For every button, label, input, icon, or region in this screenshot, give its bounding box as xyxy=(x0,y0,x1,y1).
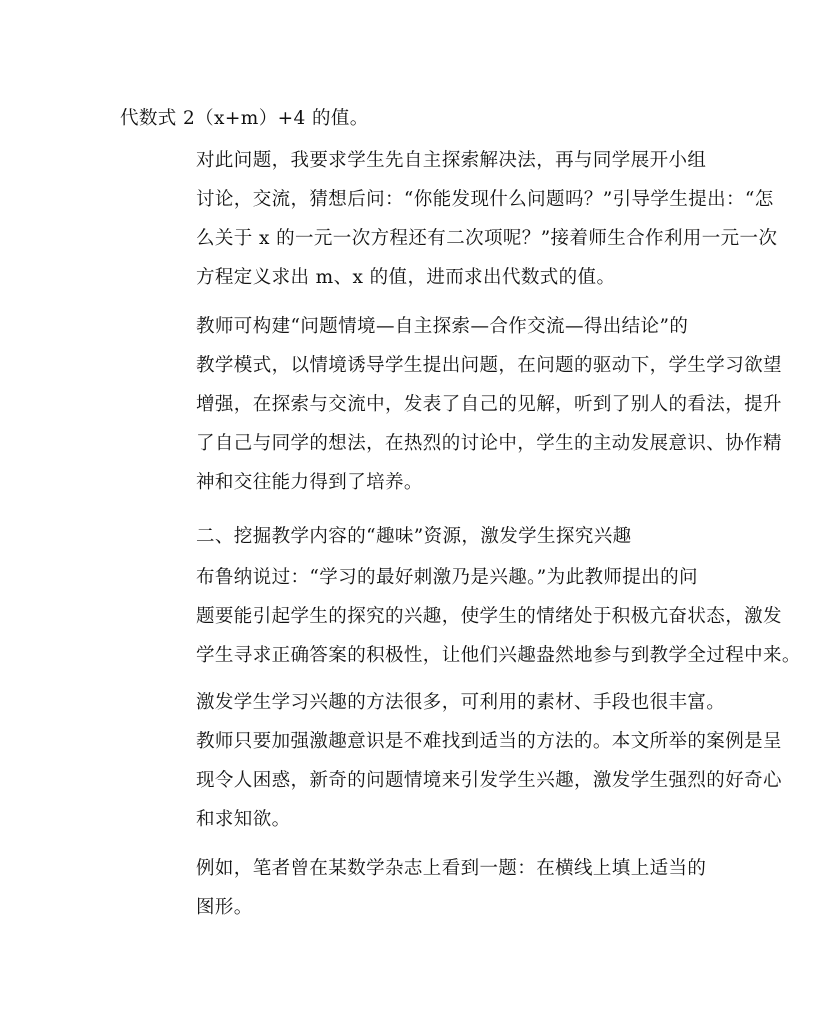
text-line: 么关于 x 的一元一次方程还有二次项呢？”接着师生合作利用一元一次 xyxy=(196,228,778,249)
text-line: 布鲁纳说过：“学习的最好刺激乃是兴趣。”为此教师提出的问 xyxy=(196,567,698,588)
paragraph-teaching-model xyxy=(120,307,782,502)
text-line: 图形。 xyxy=(196,897,253,918)
text-line: 了自己与同学的想法，在热烈的讨论中，学生的主动发展意识、协作精 xyxy=(196,433,782,454)
text-line: 二、挖掘教学内容的“趣味”资源，激发学生探究兴趣 xyxy=(196,526,632,547)
text-line: 代数式 2（x+m）+4 的值。 xyxy=(120,108,369,129)
section-heading-2 xyxy=(120,517,700,556)
text-line: 教师只要加强激趣意识是不难找到适当的方法的。本文所举的案例是呈 xyxy=(196,731,782,752)
paragraph-continuation xyxy=(120,99,700,138)
text-line: 增强，在探索与交流中，发表了自己的见解，听到了别人的看法，提升 xyxy=(196,394,782,415)
paragraph-bruner-quote xyxy=(120,558,801,675)
text-line: 激发学生学习兴趣的方法很多，可利用的素材、手段也很丰富。 xyxy=(196,692,726,713)
text-line: 讨论，交流，猜想后问：“你能发现什么问题吗？”引导学生提出：“怎 xyxy=(196,189,774,210)
paragraph-interest-methods xyxy=(120,683,782,839)
text-line: 对此问题，我要求学生先自主探索解决法，再与同学展开小组 xyxy=(196,150,707,171)
text-line: 例如，笔者曾在某数学杂志上看到一题：在横线上填上适当的 xyxy=(196,858,707,879)
paragraph-example xyxy=(120,849,707,927)
text-line: 题要能引起学生的探究的兴趣，使学生的情绪处于积极亢奋状态，激发 xyxy=(196,606,782,627)
text-line: 和求知欲。 xyxy=(196,809,291,830)
text-line: 教学模式，以情境诱导学生提出问题，在问题的驱动下，学生学习欲望 xyxy=(196,355,782,376)
text-line: 学生寻求正确答案的积极性，让他们兴趣盎然地参与到教学全过程中来。 xyxy=(196,645,801,666)
text-line: 现令人困惑，新奇的问题情境来引发学生兴趣，激发学生强烈的好奇心 xyxy=(196,770,782,791)
text-line: 神和交往能力得到了培养。 xyxy=(196,472,423,493)
paragraph-problem-discussion xyxy=(120,141,778,297)
text-line: 教师可构建“问题情境—自主探索—合作交流—得出结论”的 xyxy=(196,316,689,337)
text-line: 方程定义求出 m、x 的值，进而求出代数式的值。 xyxy=(196,267,616,288)
